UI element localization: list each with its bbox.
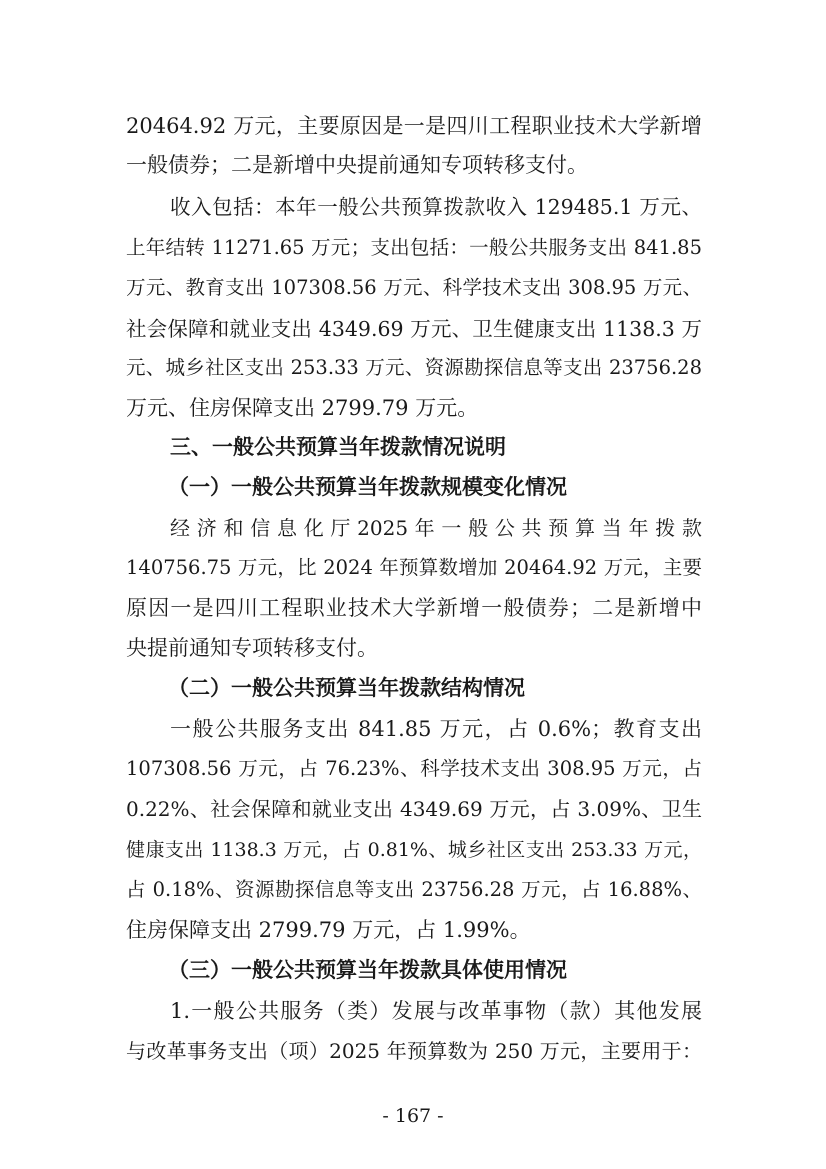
section-heading: 三、一般公共预算当年拨款情况说明 bbox=[170, 434, 506, 459]
body-text-line: 上年结转 11271.65 万元；支出包括：一般公共服务支出 841.85 bbox=[126, 236, 702, 259]
body-text-line: 央提前通知专项转移支付。 bbox=[126, 636, 378, 660]
body-text-line: 经 济 和 信 息 化 厅 2025 年 一 般 公 共 预 算 当 年 拨 款 bbox=[170, 516, 702, 540]
body-text-line: 20464.92 万元，主要原因是一是四川工程职业技术大学新增 bbox=[126, 114, 702, 138]
body-text-line: 收入包括：本年一般公共预算拨款收入 129485.1 万元、 bbox=[170, 195, 702, 219]
body-text-line: 万元、住房保障支出 2799.79 万元。 bbox=[126, 396, 479, 420]
body-text-line: 107308.56 万元，占 76.23%、科学技术支出 308.95 万元，占 bbox=[126, 757, 702, 780]
body-text-line: 住房保障支出 2799.79 万元，占 1.99%。 bbox=[126, 918, 531, 942]
body-text-line: 140756.75 万元，比 2024 年预算数增加 20464.92 万元，主要 bbox=[126, 556, 702, 579]
body-text-line: 万元、教育支出 107308.56 万元、科学技术支出 308.95 万元、 bbox=[126, 276, 702, 299]
body-text-line: 1.一般公共服务（类）发展与改革事物（款）其他发展 bbox=[170, 999, 702, 1023]
body-text-line: 元、城乡社区支出 253.33 万元、资源勘探信息等支出 23756.28 bbox=[126, 356, 702, 379]
subsection-heading: （二）一般公共预算当年拨款结构情况 bbox=[168, 675, 525, 700]
body-text-line: 原因一是四川工程职业技术大学新增一般债券；二是新增中 bbox=[126, 596, 702, 620]
body-text-line: 社会保障和就业支出 4349.69 万元、卫生健康支出 1138.3 万 bbox=[126, 317, 702, 341]
body-text-line: 0.22%、社会保障和就业支出 4349.69 万元，占 3.09%、卫生 bbox=[126, 797, 702, 821]
body-text-line: 与改革事务支出（项）2025 年预算数为 250 万元，主要用于： bbox=[126, 1039, 702, 1063]
body-text-line: 占 0.18%、资源勘探信息等支出 23756.28 万元，占 16.88%、 bbox=[126, 878, 702, 901]
body-text-line: 健康支出 1138.3 万元，占 0.81%、城乡社区支出 253.33 万元， bbox=[126, 839, 702, 861]
body-text-line: 一般债券；二是新增中央提前通知专项转移支付。 bbox=[126, 153, 588, 177]
body-text-line: 一般公共服务支出 841.85 万元，占 0.6%；教育支出 bbox=[170, 717, 702, 741]
subsection-heading: （一）一般公共预算当年拨款规模变化情况 bbox=[168, 474, 567, 499]
page-number: - 167 - bbox=[382, 1105, 444, 1127]
subsection-heading: （三）一般公共预算当年拨款具体使用情况 bbox=[168, 957, 567, 982]
